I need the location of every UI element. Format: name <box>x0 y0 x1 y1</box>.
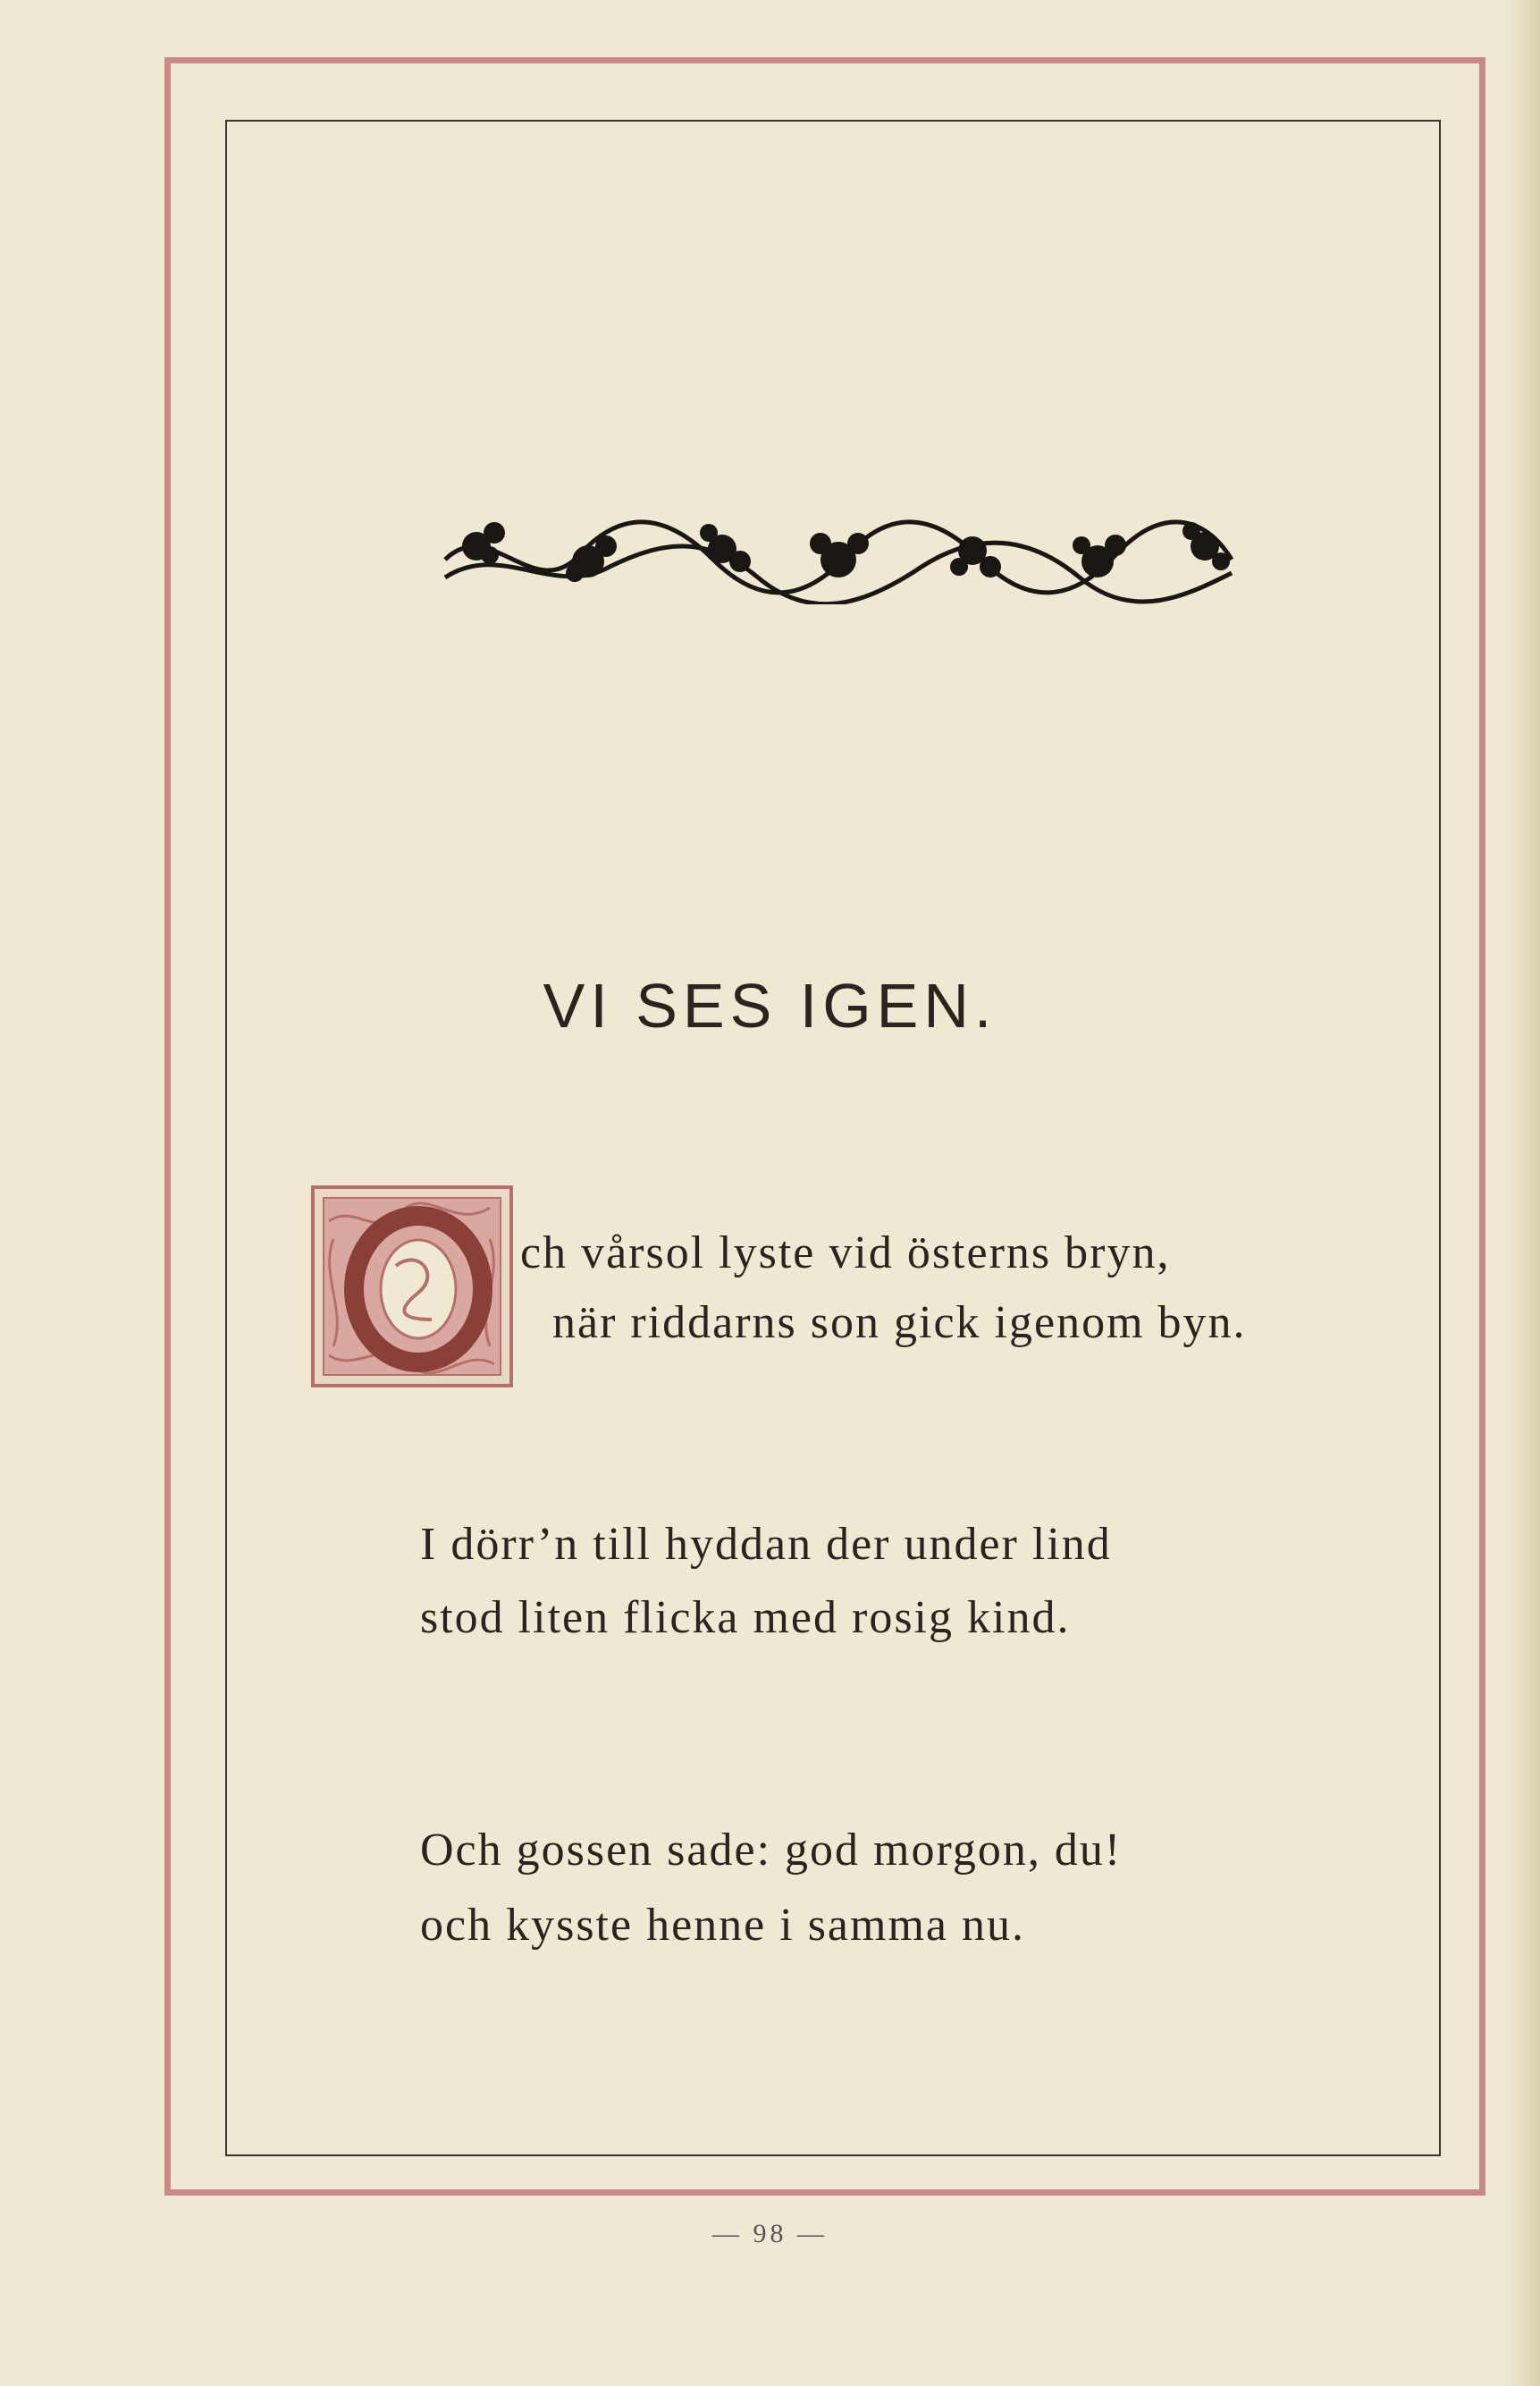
verse-line: I dörr’n till hyddan der under lind <box>420 1519 1112 1570</box>
verse-line: ch vårsol lyste vid österns bryn, <box>520 1227 1171 1278</box>
page-number: — 98 — <box>712 2219 828 2248</box>
verse-line: och kysste henne i samma nu. <box>420 1900 1025 1951</box>
verse-line: stod liten flicka med rosig kind. <box>420 1592 1071 1643</box>
decorated-initial-o-icon <box>311 1185 513 1387</box>
ornamental-vine-border-icon <box>436 506 1241 604</box>
page-edge <box>1504 0 1540 2386</box>
verse-line: när riddarns son gick igenom byn. <box>552 1297 1247 1348</box>
verse-line: Och gossen sade: god morgon, du! <box>420 1825 1123 1876</box>
chapter-title: VI SES IGEN. <box>543 971 997 1041</box>
